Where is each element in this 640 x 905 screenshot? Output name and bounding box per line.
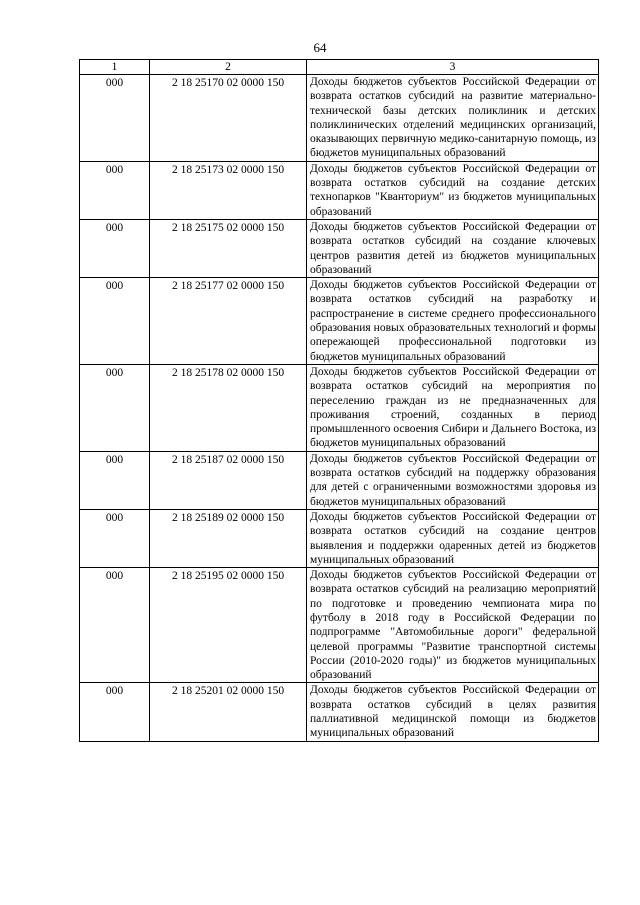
income-name-cell: Доходы бюджетов субъектов Российской Федерации от возврата остатков субсидий на реализацию мероприятий по подготовке и проведению чемпионата мира по футболу в 2018 году в Российской Федерации по подпрограмме "Автомобильные дороги" федеральной целевой программы "Развитие транспортной системы России (2010-2020 годы)" из бюджетов муниципальных образований <box>307 568 599 683</box>
admin-code-cell: 000 <box>80 364 150 451</box>
income-code-cell: 2 18 25175 02 0000 150 <box>150 219 307 277</box>
column-header-3: 3 <box>307 60 599 75</box>
income-code-cell: 2 18 25170 02 0000 150 <box>150 75 307 162</box>
income-name-cell: Доходы бюджетов субъектов Российской Федерации от возврата остатков субсидий на создание центров выявления и поддержки одаренных детей из бюджетов муниципальных образований <box>307 509 599 567</box>
admin-code-cell: 000 <box>80 219 150 277</box>
income-code-cell: 2 18 25201 02 0000 150 <box>150 683 307 741</box>
income-code-cell: 2 18 25178 02 0000 150 <box>150 364 307 451</box>
income-name-cell: Доходы бюджетов субъектов Российской Федерации от возврата остатков субсидий на создание детских технопарков "Кванториум" из бюджетов муниципальных образований <box>307 161 599 219</box>
income-code-cell: 2 18 25195 02 0000 150 <box>150 568 307 683</box>
table-row <box>80 683 599 741</box>
income-name-cell: Доходы бюджетов субъектов Российской Федерации от возврата остатков субсидий на создание ключевых центров развития детей из бюджетов муниципальных образований <box>307 219 599 277</box>
income-code-cell: 2 18 25173 02 0000 150 <box>150 161 307 219</box>
income-name-cell: Доходы бюджетов субъектов Российской Федерации от возврата остатков субсидий на мероприятия по переселению граждан из не предназначенных для проживания строений, созданных в период промышленного освоения Сибири и Дальнего Востока, из бюджетов муниципальных образований <box>307 364 599 451</box>
income-code-cell: 2 18 25177 02 0000 150 <box>150 278 307 365</box>
income-name-cell: Доходы бюджетов субъектов Российской Федерации от возврата остатков субсидий в целях развития паллиативной медицинской помощи из бюджетов муниципальных образований <box>307 683 599 741</box>
admin-code-cell: 000 <box>80 75 150 162</box>
income-code-cell: 2 18 25187 02 0000 150 <box>150 451 307 509</box>
income-code-cell: 2 18 25189 02 0000 150 <box>150 509 307 567</box>
budget-classification-table <box>79 59 599 742</box>
table-row <box>80 451 599 509</box>
page-number: 64 <box>313 40 327 55</box>
table-row <box>80 509 599 567</box>
table-row <box>80 161 599 219</box>
column-header-2: 2 <box>150 60 307 75</box>
table-header-row <box>80 60 599 75</box>
admin-code-cell: 000 <box>80 451 150 509</box>
income-name-cell: Доходы бюджетов субъектов Российской Федерации от возврата остатков субсидий на развитие материально-технической базы детских поликлиник и детских поликлинических отделений медицинских организаций, оказывающих первичную медико-санитарную помощь, из бюджетов муниципальных образований <box>307 75 599 162</box>
admin-code-cell: 000 <box>80 683 150 741</box>
table-row <box>80 568 599 683</box>
table-row <box>80 75 599 162</box>
income-name-cell: Доходы бюджетов субъектов Российской Федерации от возврата остатков субсидий на разработку и распространение в системе среднего профессионального образования новых образовательных технологий и формы опережающей профессиональной подготовки из бюджетов муниципальных образований <box>307 278 599 365</box>
admin-code-cell: 000 <box>80 568 150 683</box>
table-row <box>80 364 599 451</box>
admin-code-cell: 000 <box>80 161 150 219</box>
table-row <box>80 219 599 277</box>
column-header-1: 1 <box>80 60 150 75</box>
income-name-cell: Доходы бюджетов субъектов Российской Федерации от возврата остатков субсидий на поддержку образования для детей с ограниченными возможностями здоровья из бюджетов муниципальных образований <box>307 451 599 509</box>
table-row <box>80 278 599 365</box>
admin-code-cell: 000 <box>80 278 150 365</box>
admin-code-cell: 000 <box>80 509 150 567</box>
